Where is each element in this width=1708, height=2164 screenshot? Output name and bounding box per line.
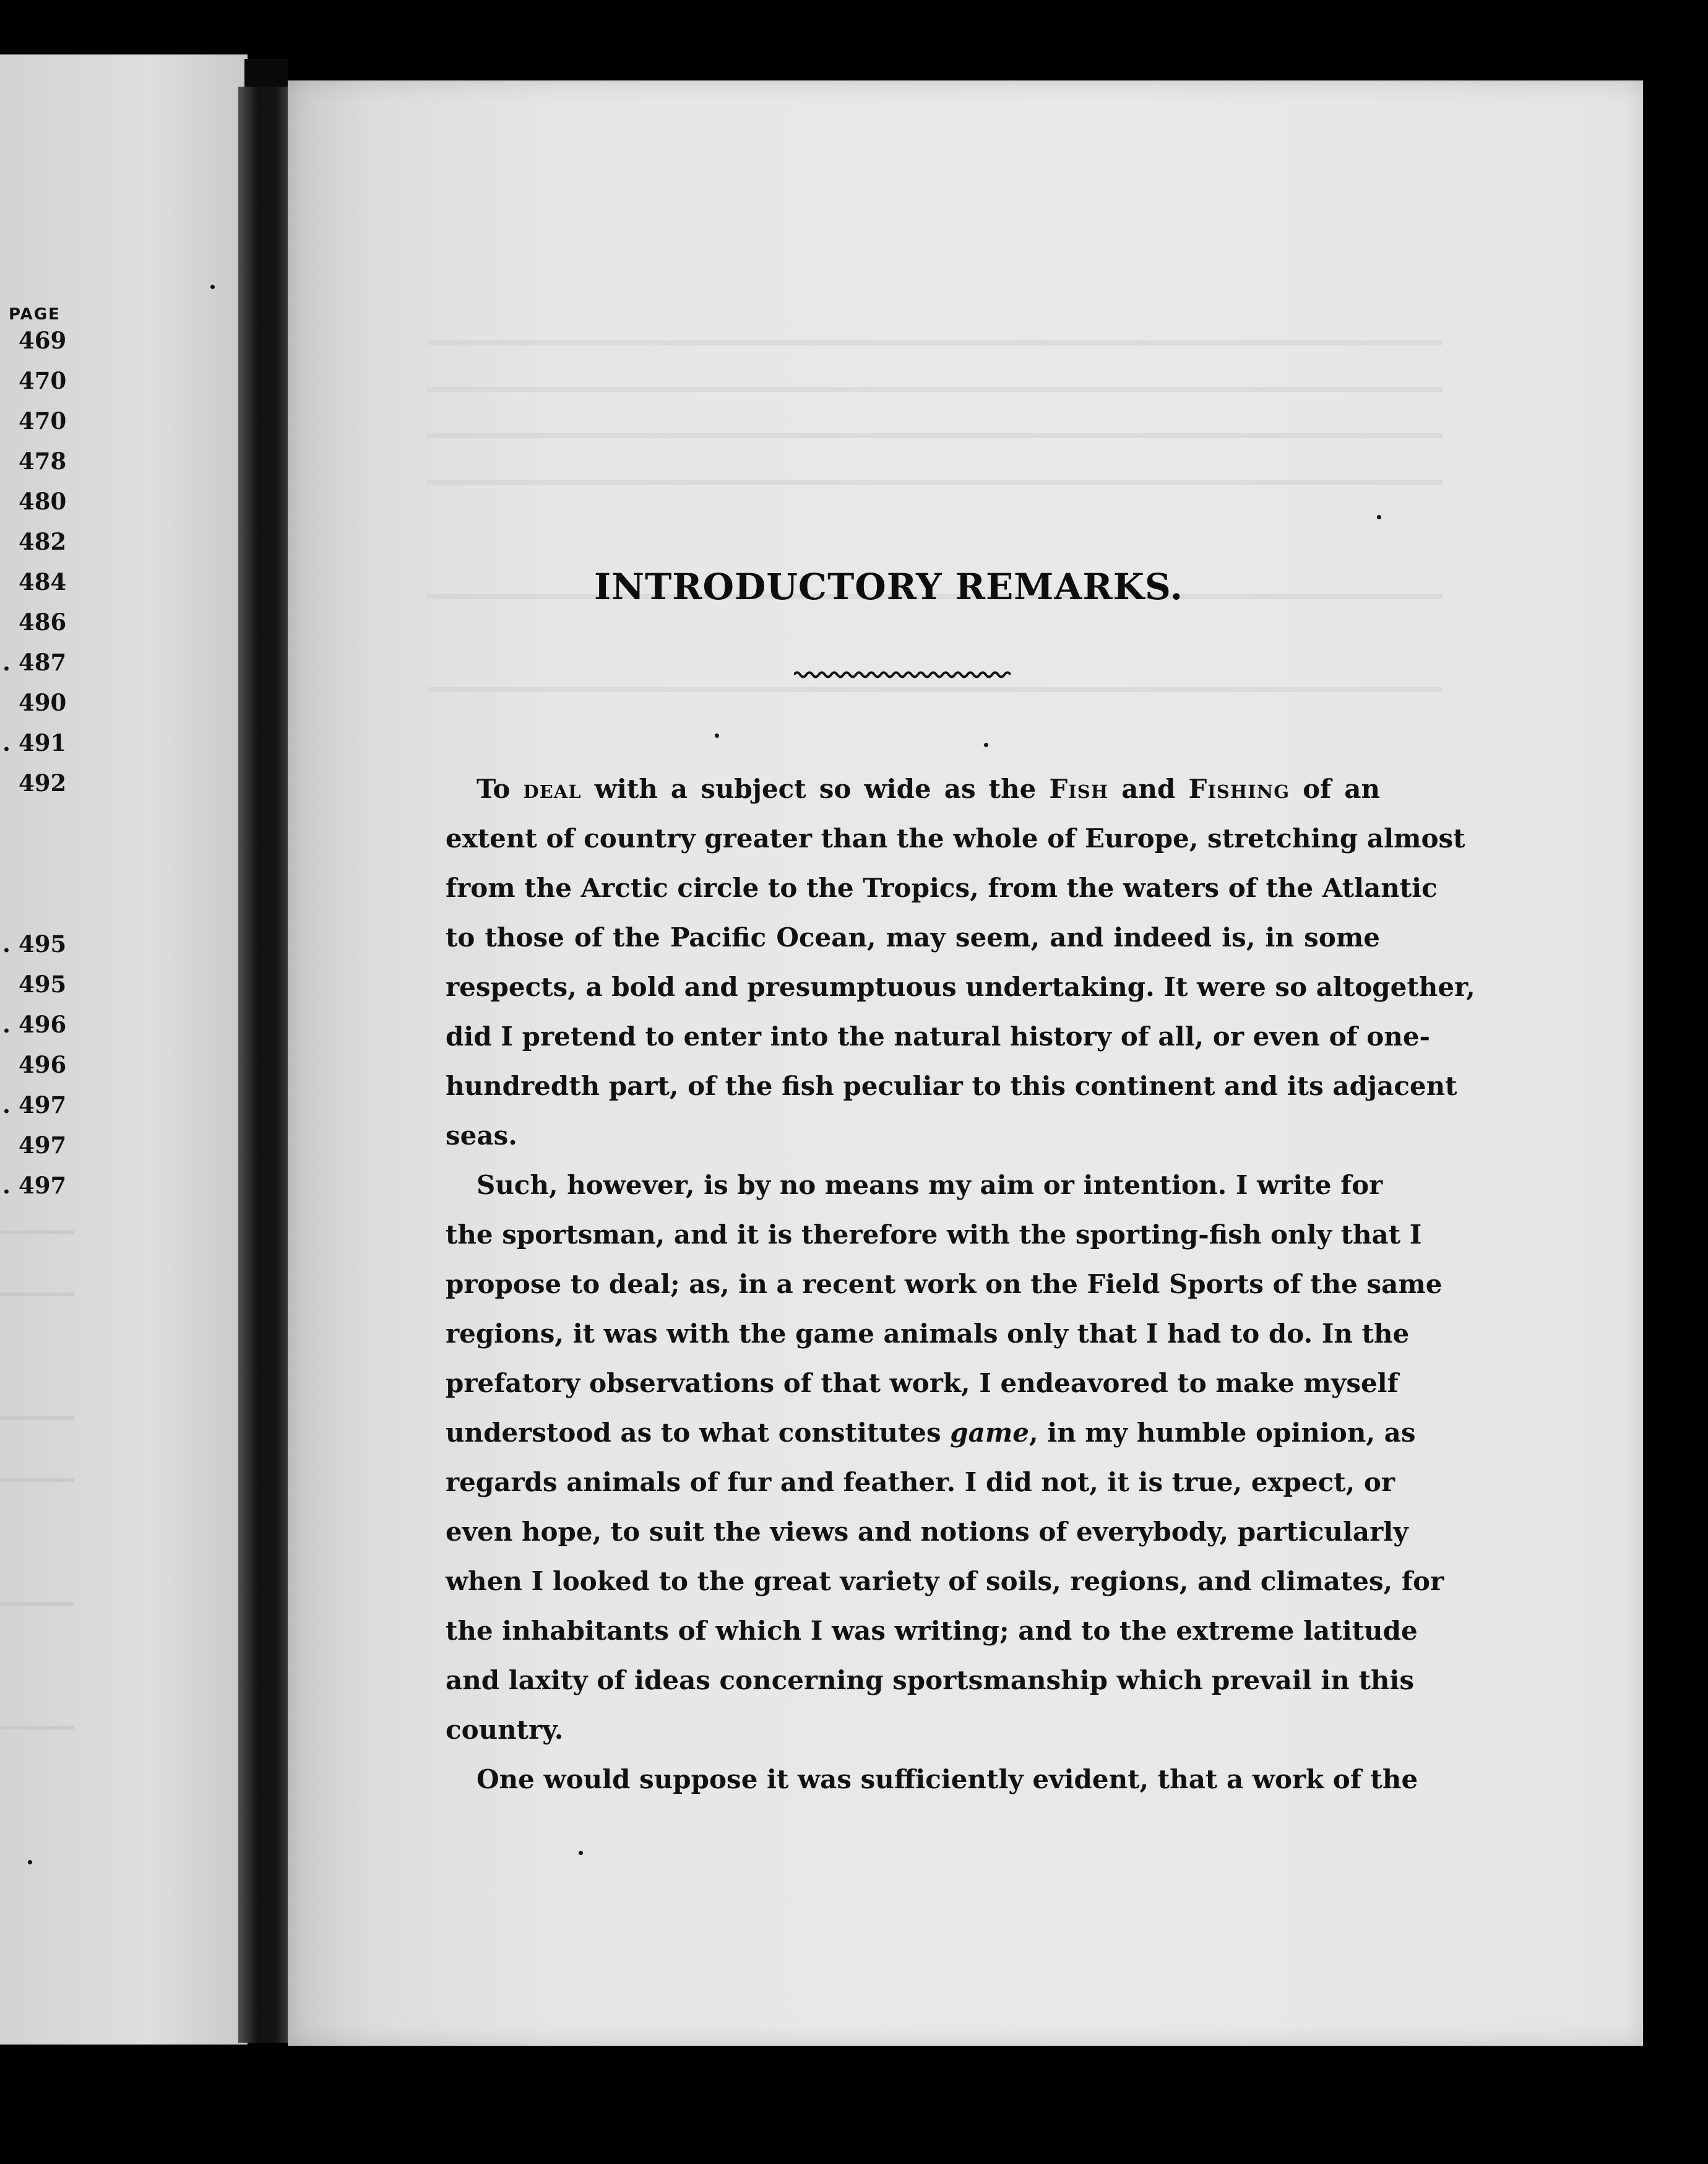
show-through-line: [427, 480, 1442, 485]
body-text: [446, 764, 1475, 1804]
page-number: 482: [19, 528, 67, 555]
text-line: country.: [446, 1715, 564, 1745]
show-through-line: [427, 687, 1442, 692]
text-line: To deal with a subject so wide as the Fish and Fishing of an: [477, 774, 1381, 804]
fishing-small-caps: Fishing: [1188, 774, 1290, 804]
page-title: INTRODUCTORY REMARKS.: [594, 565, 1184, 608]
text-line: Such, however, is by no means my aim or intention. I write for: [477, 1170, 1383, 1200]
page-number: 496: [19, 1051, 67, 1078]
show-through-line: [427, 387, 1442, 392]
wavy-rule-ornament: [794, 670, 1011, 680]
ink-speck: [1377, 515, 1381, 519]
text-line: One would suppose it was sufficiently evident, that a work of the: [477, 1764, 1418, 1794]
text-line: to those of the Pacific Ocean, may seem, and indeed is, in some: [446, 922, 1380, 953]
fish-small-caps: Fish: [1049, 774, 1109, 804]
text-line: seas.: [446, 1120, 517, 1151]
page-number: 492: [19, 769, 67, 797]
ink-speck: [28, 1860, 32, 1864]
text-line: even hope, to suit the views and notions of everybody, particularly: [446, 1517, 1408, 1547]
show-through-line: [427, 433, 1442, 438]
show-through-line: [0, 1726, 74, 1729]
page-number: . 495: [19, 930, 66, 958]
text-line: propose to deal; as, in a recent work on the Field Sports of the same: [446, 1269, 1443, 1299]
contents-page-numbers: [0, 305, 248, 1296]
text-line: and laxity of ideas concerning sportsmanship which prevail in this: [446, 1665, 1415, 1695]
lead-small-caps: deal: [523, 774, 582, 804]
page-number: 478: [19, 448, 67, 475]
text-line: hundredth part, of the fish peculiar to this continent and its adjacent: [446, 1071, 1457, 1101]
page-number: 486: [19, 608, 67, 636]
ink-speck: [715, 734, 719, 738]
ink-speck: [984, 743, 988, 747]
ink-speck: [210, 285, 215, 289]
book-gutter: [238, 87, 288, 2043]
page-number: 484: [19, 568, 67, 595]
ink-speck: [579, 1851, 583, 1855]
show-through-line: [0, 1292, 74, 1296]
text-line: regards animals of fur and feather. I did not, it is true, expect, or: [446, 1467, 1395, 1497]
text-line: from the Arctic circle to the Tropics, from the waters of the Atlantic: [446, 873, 1438, 903]
show-through-line: [0, 1416, 74, 1420]
text-line: regions, it was with the game animals only that I had to do. In the: [446, 1318, 1410, 1349]
page-number: . 497: [19, 1172, 66, 1199]
text-line: did I pretend to enter into the natural history of all, or even of one-: [446, 1021, 1430, 1052]
page-number: . 487: [19, 649, 66, 676]
text-line: the sportsman, and it is therefore with the sporting-fish only that I: [446, 1219, 1422, 1250]
page-number: 469: [19, 327, 67, 354]
page-number: 497: [19, 1132, 67, 1159]
text-line: the inhabitants of which I was writing; and to the extreme latitude: [446, 1616, 1418, 1646]
left-facing-page: [0, 54, 248, 2045]
text-line: understood as to what constitutes game, in my humble opinion, as: [446, 1417, 1416, 1448]
page-number: 480: [19, 488, 67, 515]
page-column-header: PAGE: [9, 305, 61, 324]
text-line: prefatory observations of that work, I endeavored to make myself: [446, 1368, 1399, 1398]
page-number: 470: [19, 367, 67, 394]
show-through-line: [0, 1231, 74, 1234]
text-line: extent of country greater than the whole of Europe, stretching almost: [446, 823, 1465, 854]
lead-word: To: [477, 774, 511, 804]
page-number: 470: [19, 407, 67, 435]
show-through-line: [0, 1602, 74, 1606]
show-through-line: [427, 340, 1442, 345]
game-italic: game: [950, 1417, 1029, 1448]
page-number: 495: [19, 971, 67, 998]
text-line: respects, a bold and presumptuous undertaking. It were so altogether,: [446, 972, 1475, 1002]
page-number: 490: [19, 689, 67, 716]
show-through-line: [0, 1478, 74, 1482]
page-number: . 497: [19, 1091, 66, 1119]
text-line: when I looked to the great variety of soils, regions, and climates, for: [446, 1566, 1444, 1596]
page-number: . 491: [19, 729, 66, 756]
page-number: . 496: [19, 1011, 66, 1038]
